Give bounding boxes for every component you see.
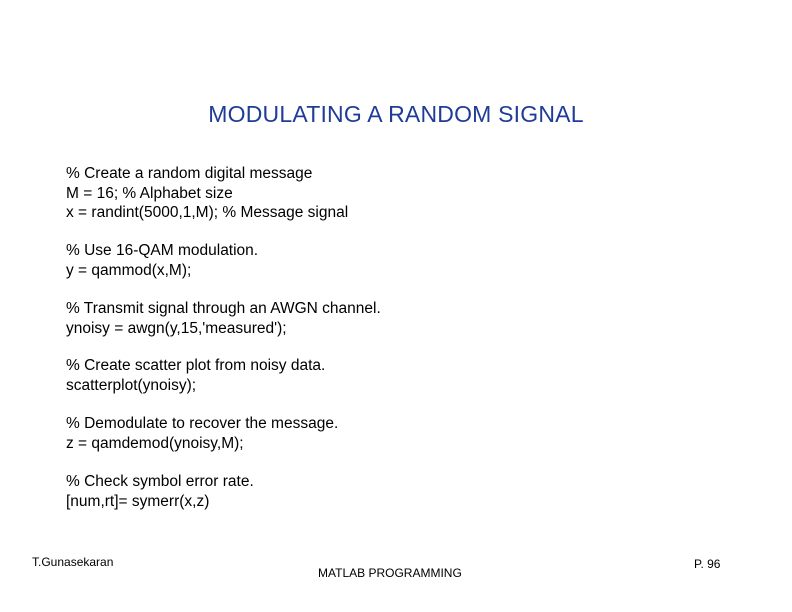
code-line: y = qammod(x,M); (66, 261, 192, 279)
code-comment-line: % Check symbol error rate. (66, 473, 254, 490)
code-line: [num,rt]= symerr(x,z) (66, 492, 210, 510)
code-line: ynoisy = awgn(y,15,'measured'); (66, 319, 287, 337)
code-comment-line: % Use 16-QAM modulation. (66, 242, 259, 259)
code-group-scatterplot (66, 356, 686, 395)
footer-page-number: P. 96 (694, 557, 721, 571)
footer-author: T.Gunasekaran (32, 555, 114, 569)
code-line: M = 16; % Alphabet size (66, 184, 233, 202)
code-line: z = qamdemod(ynoisy,M); (66, 434, 244, 452)
code-line: x = randint(5000,1,M); % Message signal (66, 204, 349, 221)
footer-course-title: MATLAB PROGRAMMING (318, 566, 462, 580)
code-group-create-message (66, 164, 686, 223)
code-comment-line: % Create scatter plot from noisy data. (66, 357, 326, 374)
slide-title: MODULATING A RANDOM SIGNAL (208, 101, 584, 127)
code-comment-line: % Demodulate to recover the message. (66, 415, 339, 432)
code-comment-line: % Create a random digital message (66, 165, 313, 182)
code-group-demodulate (66, 414, 686, 453)
code-comment-line: % Transmit signal through an AWGN channel. (66, 300, 381, 317)
code-line: scatterplot(ynoisy); (66, 376, 197, 394)
code-group-awgn (66, 299, 686, 338)
code-group-error-rate (66, 472, 686, 511)
code-group-modulation (66, 241, 686, 280)
